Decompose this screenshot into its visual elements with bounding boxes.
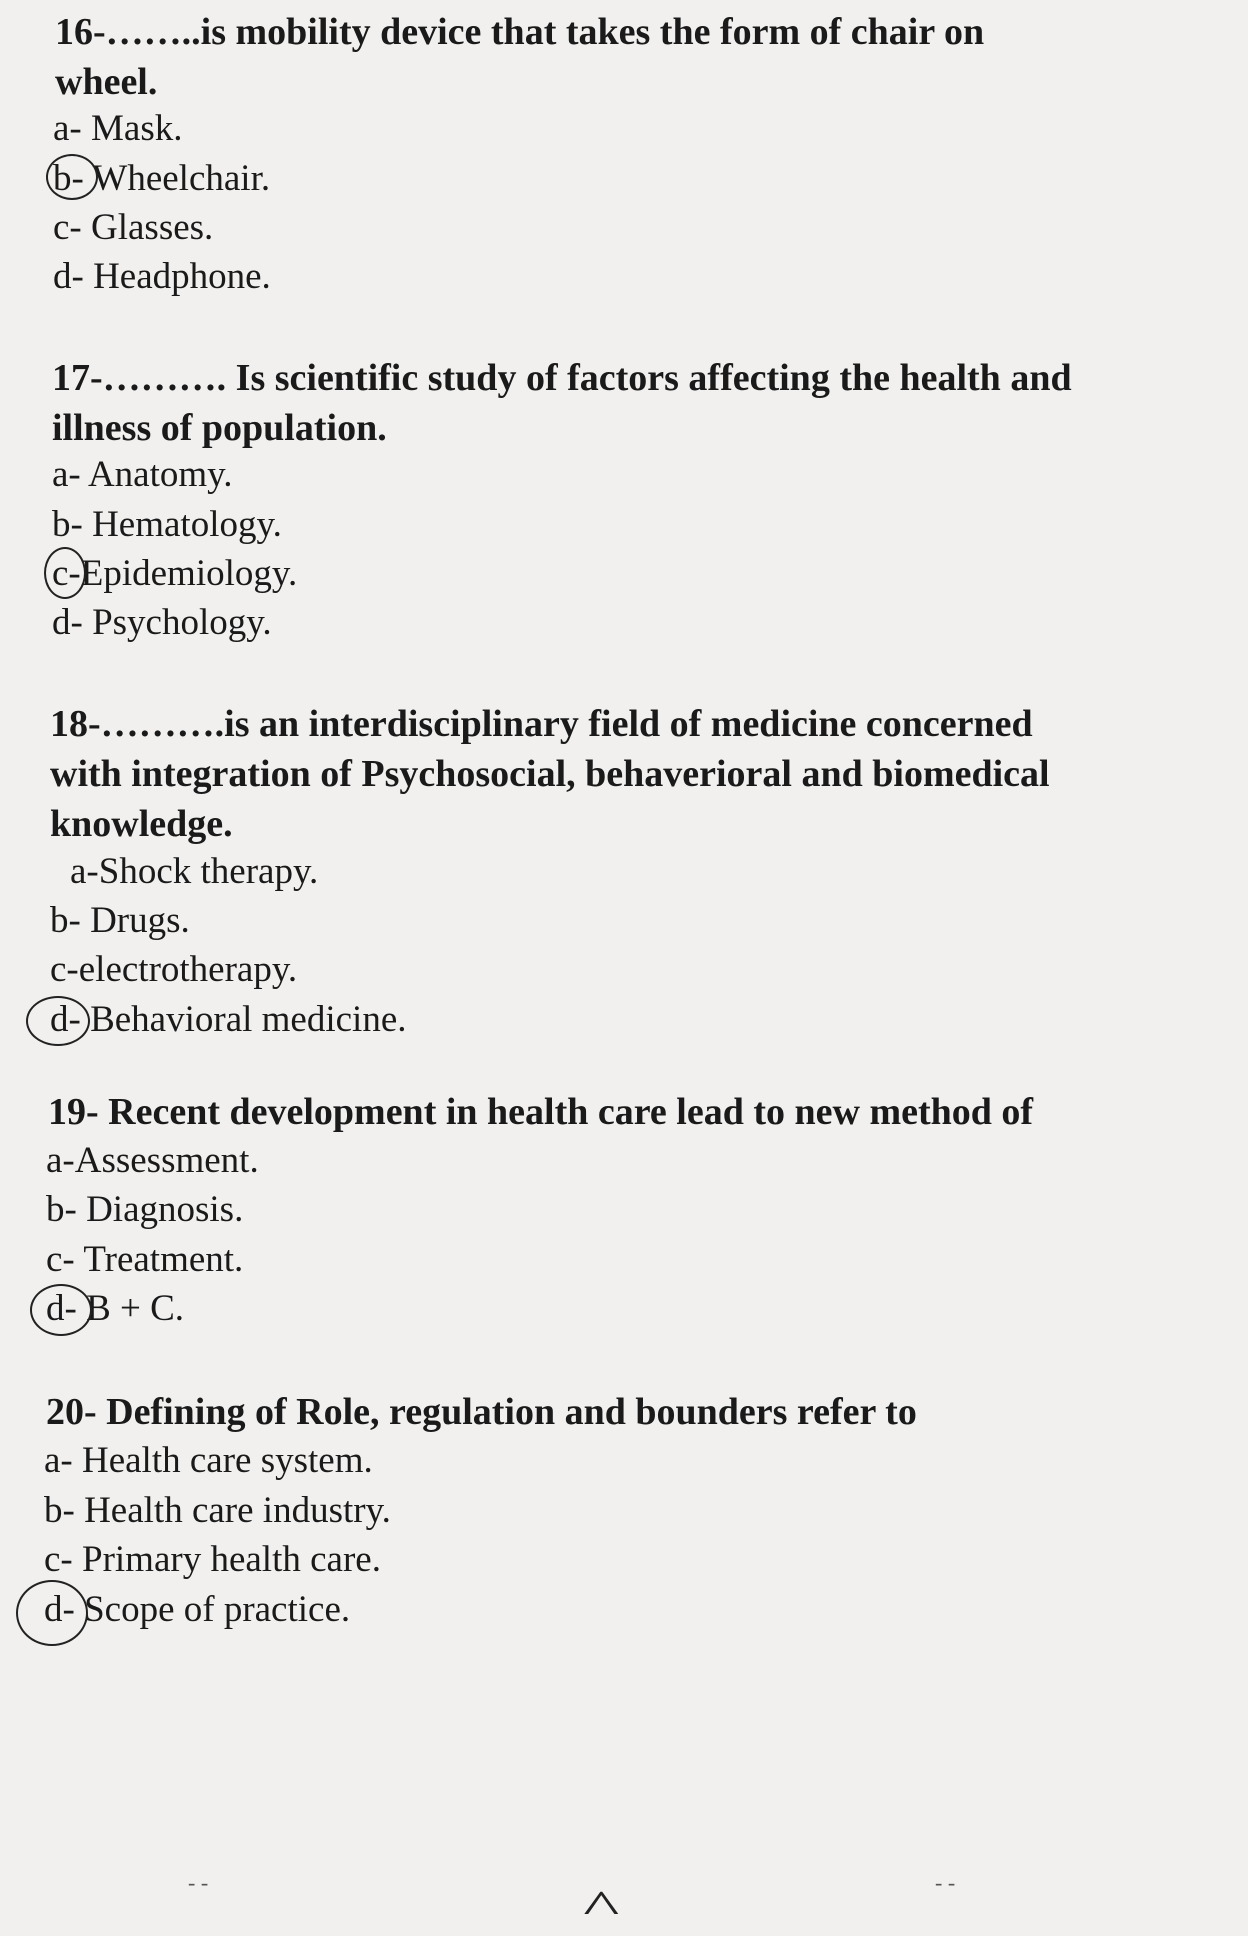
question-17-option-d: d- Psychology. <box>52 602 272 643</box>
question-16-option-d: d- Headphone. <box>53 256 271 297</box>
footer-right-dash: - - <box>935 1870 956 1895</box>
question-16-option-b: b- Wheelchair. <box>53 158 271 199</box>
answer-circle-mark <box>46 154 98 200</box>
question-19-option-d: d- B + C. <box>46 1288 185 1329</box>
question-17-option-b: b- Hematology. <box>52 504 282 545</box>
question-18-stem-line-2: with integration of Psychosocial, behaverioral and biomedical <box>50 753 1050 795</box>
question-16-option-c: c- Glasses. <box>53 207 214 248</box>
question-16-option-a: a- Mask. <box>53 108 183 149</box>
question-18-option-b: b- Drugs. <box>50 900 190 941</box>
question-17-stem-line-2: illness of population. <box>52 407 387 449</box>
footer-page-mark: ^ <box>583 1881 620 1934</box>
question-18-option-a: a-Shock therapy. <box>70 851 319 892</box>
question-18-option-d: d- Behavioral medicine. <box>50 999 407 1040</box>
question-17-option-c: c-Epidemiology. <box>52 553 298 594</box>
question-16-stem-line-2: wheel. <box>55 61 158 103</box>
question-20-option-d: d- Scope of practice. <box>44 1589 351 1630</box>
answer-circle-mark <box>30 1284 92 1336</box>
question-17-option-a: a- Anatomy. <box>52 454 233 495</box>
question-19-option-a: a-Assessment. <box>46 1140 259 1181</box>
answer-circle-mark <box>44 547 86 599</box>
question-18-stem-line-3: knowledge. <box>50 803 233 845</box>
answer-circle-mark <box>16 1580 88 1646</box>
question-19-stem-line-1: 19- Recent development in health care lead to new method of <box>48 1091 1034 1133</box>
question-19-option-b: b- Diagnosis. <box>46 1189 244 1230</box>
question-17-stem-line-1: 17-………. Is scientific study of factors affecting the health and <box>52 357 1072 399</box>
question-16-stem-line-1: 16-……..is mobility device that takes the form of chair on <box>55 11 985 53</box>
answer-circle-mark <box>26 996 90 1046</box>
footer-left-dash: - - <box>188 1870 209 1895</box>
question-18-stem-line-1: 18-……….is an interdisciplinary field of medicine concerned <box>50 703 1033 745</box>
question-20-option-a: a- Health care system. <box>44 1440 373 1481</box>
question-20-stem-line-1: 20- Defining of Role, regulation and bounders refer to <box>46 1391 917 1433</box>
question-19-option-c: c- Treatment. <box>46 1239 244 1280</box>
question-18-option-c: c-electrotherapy. <box>50 949 298 990</box>
question-20-option-b: b- Health care industry. <box>44 1490 391 1531</box>
question-20-option-c: c- Primary health care. <box>44 1539 381 1580</box>
